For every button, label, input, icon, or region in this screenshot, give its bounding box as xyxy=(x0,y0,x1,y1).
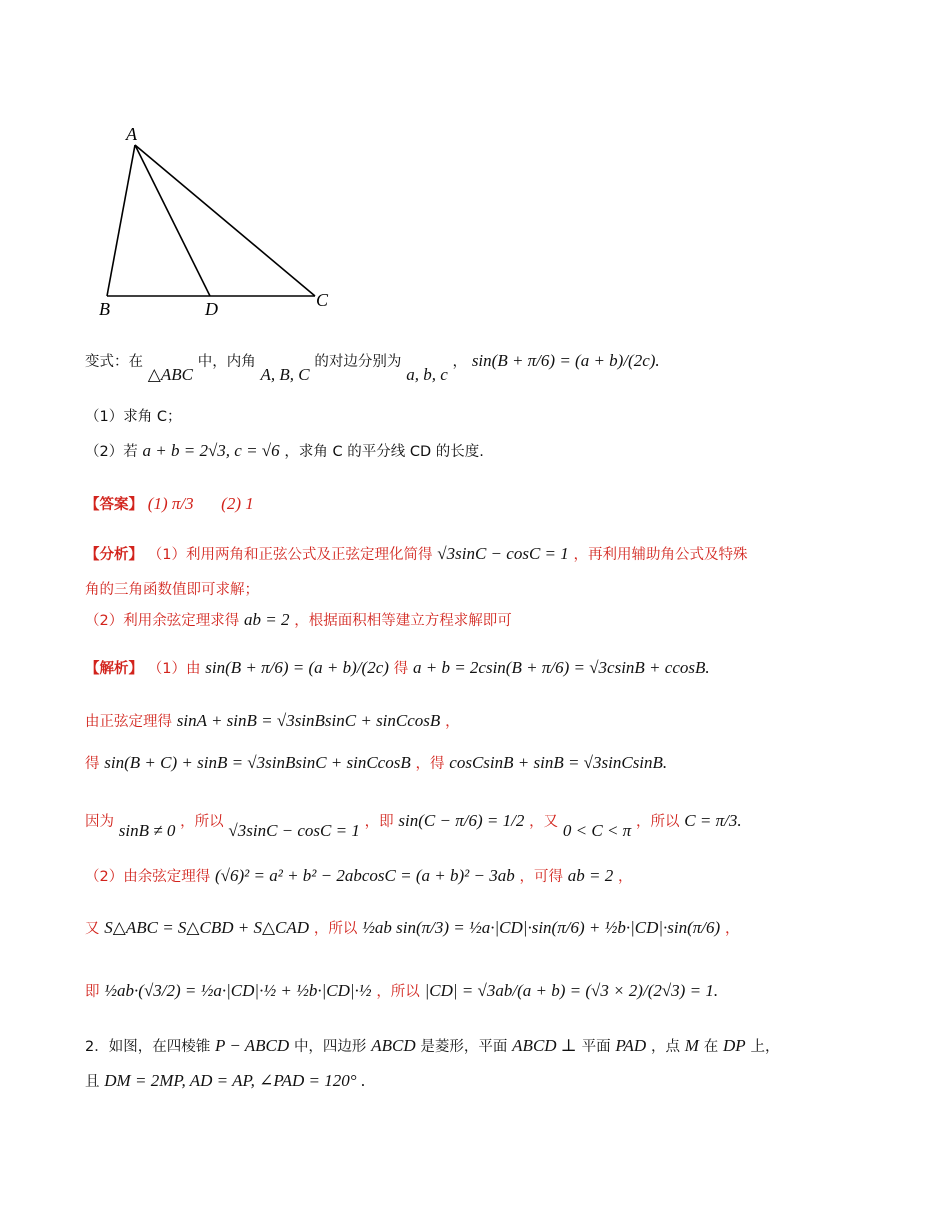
analysis-1a: （1）利用两角和正弦公式及正弦定理化简得 xyxy=(147,547,433,563)
solution-3d: cosCsinB + sinB = √3sinCsinB. xyxy=(449,753,668,772)
analysis-3a: （2）利用余弦定理求得 xyxy=(85,613,240,629)
solution-4i: ，所以 xyxy=(635,814,680,830)
side-ac xyxy=(135,145,315,296)
label-c: C xyxy=(316,290,329,310)
p2-1j: M xyxy=(684,1036,699,1055)
solution-4a: 因为 xyxy=(85,814,114,830)
solution-4j: C = π/3. xyxy=(684,811,742,830)
p2-1m: 上， xyxy=(750,1039,780,1055)
p2-1f: ABCD ⊥ xyxy=(512,1036,577,1055)
problem-opp: 的对边分别为 xyxy=(314,354,402,370)
solution-6c: ，所以 xyxy=(313,921,358,937)
q2-condition: a + b = 2√3, c = √6 xyxy=(142,441,280,460)
solution-5c: ，可得 xyxy=(519,869,563,885)
problem2-line-2 xyxy=(85,1070,366,1091)
solution-5a: （2）由余弦定理得 xyxy=(85,869,211,885)
question-1: （1）求角 C； xyxy=(85,409,182,425)
solution-4f: sin(C − π/6) = 1/2 xyxy=(398,811,525,830)
solution-6a: 又 xyxy=(85,921,100,937)
solution-line-6 xyxy=(85,917,739,938)
solution-1c: 得 xyxy=(393,661,409,677)
p2-1e: 是菱形，平面 xyxy=(420,1039,508,1055)
problem-sides: a, b, c xyxy=(406,365,448,384)
solution-line-7 xyxy=(85,980,718,1001)
triangle-figure xyxy=(90,120,350,330)
p2-1a: 2．如图，在四棱锥 xyxy=(85,1039,211,1055)
solution-1b: sin(B + π/6) = (a + b)/(2c) xyxy=(205,658,389,677)
solution-3c: ，得 xyxy=(415,756,445,772)
side-ab xyxy=(107,145,135,296)
solution-4c: ，所以 xyxy=(180,814,224,830)
solution-4h: 0 < C < π xyxy=(562,821,632,840)
solution-7b: ½ab·(√3/2) = ½a·|CD|·½ + ½b·|CD|·½ xyxy=(104,981,372,1000)
solution-label: 【解析】 xyxy=(85,661,143,677)
solution-line-2 xyxy=(85,710,460,731)
solution-5b: (√6)² = a² + b² − 2abcosC = (a + b)² − 3ab xyxy=(215,866,515,885)
problem2-line-1 xyxy=(85,1035,779,1056)
answer-part2: (2) 1 xyxy=(221,494,254,513)
p2-2b: DM = 2MP, AD = AP, ∠PAD = 120° xyxy=(104,1071,357,1090)
solution-6b: S△ABC = S△CBD + S△CAD xyxy=(104,918,310,937)
solution-5d: ab = 2 xyxy=(567,866,614,885)
problem-equation: sin(B + π/6) = (a + b)/(2c). xyxy=(471,351,660,370)
label-a: A xyxy=(126,124,137,144)
solution-line-4 xyxy=(85,810,742,840)
p2-1l: DP xyxy=(723,1036,746,1055)
analysis-label: 【分析】 xyxy=(85,547,143,563)
p2-1k: 在 xyxy=(703,1039,719,1055)
p2-1c: 中，四边形 xyxy=(293,1039,367,1055)
solution-3a: 得 xyxy=(85,756,100,772)
p2-1b: P − ABCD xyxy=(215,1036,290,1055)
analysis-1b: √3sinC − cosC = 1 xyxy=(437,544,569,563)
solution-1a: （1）由 xyxy=(147,661,201,677)
problem-mid: 中，内角 xyxy=(197,354,256,370)
solution-2b: sinA + sinB = √3sinBsinC + sinCcosB xyxy=(176,711,441,730)
analysis-1c: ，再利用辅助角公式及特殊 xyxy=(573,547,748,563)
analysis-line-3 xyxy=(85,609,512,630)
solution-1d: a + b = 2csin(B + π/6) = √3csinB + ccosB. xyxy=(412,658,710,677)
solution-6d: ½ab sin(π/3) = ½a·|CD|·sin(π/6) + ½b·|CD|·sin(π/6) xyxy=(362,918,721,937)
p2-1g: 平面 xyxy=(581,1039,611,1055)
solution-4b: sinB ≠ 0 xyxy=(118,821,176,840)
label-d: D xyxy=(205,299,218,319)
solution-2c: ， xyxy=(445,714,460,730)
p2-1h: PAD xyxy=(615,1036,647,1055)
answer-label: 【答案】 xyxy=(85,497,143,513)
solution-3b: sin(B + C) + sinB = √3sinBsinC + sinCcosB xyxy=(104,753,411,772)
analysis-3c: ，根据面积相等建立方程求解即可 xyxy=(294,613,512,629)
p2-2c: . xyxy=(361,1071,366,1090)
solution-line-3 xyxy=(85,752,667,773)
problem-intro: 变式：在 xyxy=(85,354,143,370)
problem-comma: ， xyxy=(452,354,468,370)
segment-ad xyxy=(135,145,210,296)
solution-7c: ，所以 xyxy=(376,984,420,1000)
p2-2a: 且 xyxy=(85,1074,100,1090)
solution-2a: 由正弦定理得 xyxy=(85,714,172,730)
answer-part1: (1) π/3 xyxy=(147,494,194,513)
solution-6e: ， xyxy=(724,921,740,937)
solution-7d: |CD| = √3ab/(a + b) = (√3 × 2)/(2√3) = 1. xyxy=(424,981,719,1000)
problem-line xyxy=(85,350,660,384)
answer-line xyxy=(85,493,254,514)
problem-triangle: △ABC xyxy=(147,365,193,384)
analysis-line-2: 角的三角函数值即可求解； xyxy=(85,582,259,598)
p2-1i: ，点 xyxy=(651,1039,680,1055)
solution-7a: 即 xyxy=(85,984,100,1000)
problem-angles: A, B, C xyxy=(260,365,310,384)
solution-line-1 xyxy=(85,657,710,678)
solution-4d: √3sinC − cosC = 1 xyxy=(228,821,360,840)
solution-line-5 xyxy=(85,865,633,886)
question-2 xyxy=(85,440,484,461)
q2-suffix: ，求角 C 的平分线 CD 的长度. xyxy=(284,444,484,460)
q2-prefix: （2）若 xyxy=(85,444,138,460)
analysis-line-1 xyxy=(85,543,748,564)
label-b: B xyxy=(99,299,110,319)
analysis-3b: ab = 2 xyxy=(244,610,290,629)
solution-5e: ， xyxy=(618,869,633,885)
p2-1d: ABCD xyxy=(371,1036,416,1055)
solution-4e: ，即 xyxy=(364,814,394,830)
solution-4g: ，又 xyxy=(529,814,559,830)
